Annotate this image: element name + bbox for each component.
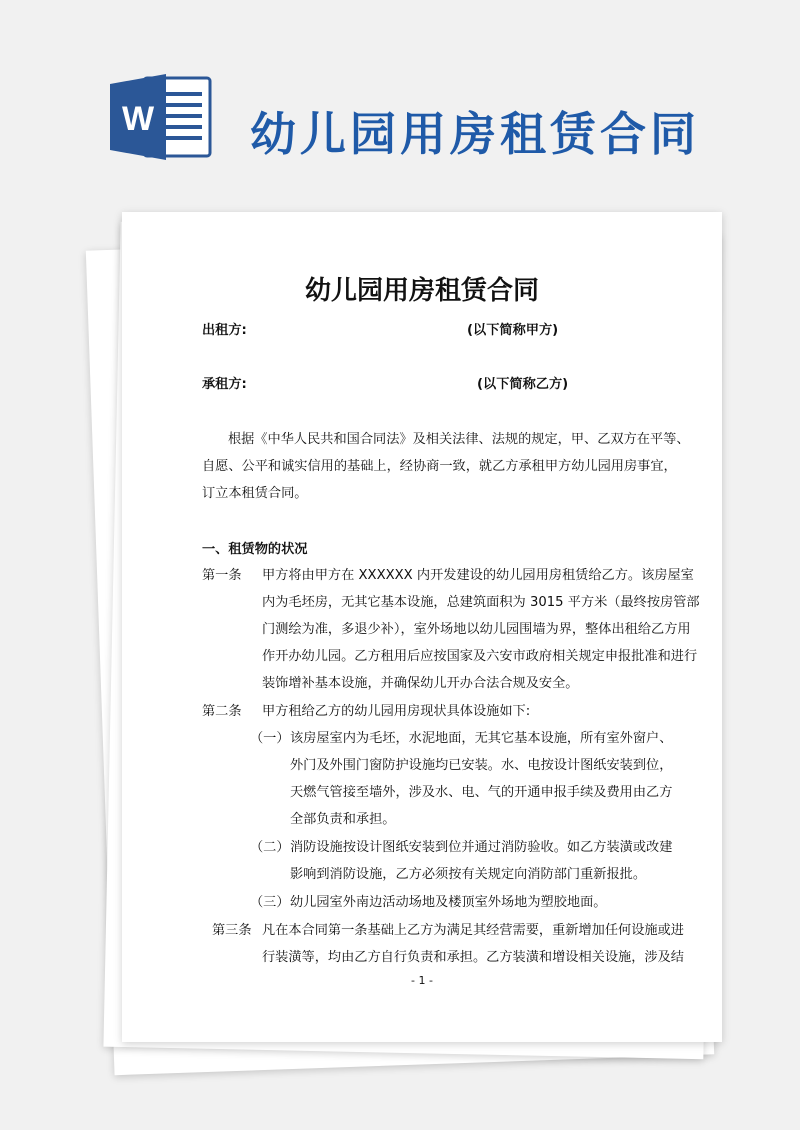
article-line: 甲方租给乙方的幼儿园用房现状具体设施如下: — [262, 704, 531, 719]
intro-line: 根据《中华人民共和国合同法》及相关法律、法规的规定，甲、乙双方在平等、 — [228, 432, 690, 447]
header-banner — [0, 0, 800, 190]
item-line: 影响到消防设施，乙方必须按有关规定向消防部门重新报批。 — [290, 867, 647, 882]
page-number: - 1 - — [411, 974, 433, 987]
lessee-note: (以下简称乙方) — [477, 377, 569, 392]
document-page — [122, 212, 722, 1042]
article-line: 甲方将由甲方在 XXXXXX 内开发建设的幼儿园用房租赁给乙方。该房屋室 — [262, 568, 694, 583]
intro-line: 订立本租赁合同。 — [202, 486, 308, 501]
lessor-note: (以下简称甲方) — [467, 323, 559, 338]
item-line: 全部负责和承担。 — [290, 812, 396, 827]
lessee-label: 承租方: — [202, 377, 247, 392]
article-label: 第三条 — [212, 923, 252, 938]
article-label: 第二条 — [202, 704, 242, 719]
svg-text:W: W — [121, 100, 155, 138]
item-label: （二） — [250, 840, 290, 855]
item-line: 天燃气管接至墙外，涉及水、电、气的开通申报手续及费用由乙方 — [290, 785, 673, 800]
header-title: 幼儿园用房租赁合同 — [250, 107, 700, 161]
article-line: 门测绘为准，多退少补），室外场地以幼儿园围墙为界，整体出租给乙方用 — [262, 622, 691, 637]
item-label: （一） — [250, 731, 290, 746]
word-document-icon — [110, 72, 220, 162]
item-line: 该房屋室内为毛坯，水泥地面，无其它基本设施，所有室外窗户、 — [290, 731, 673, 746]
article-label: 第一条 — [202, 568, 242, 583]
article-line: 行装潢等，均由乙方自行负责和承担。乙方装潢和增设相关设施，涉及结 — [262, 950, 684, 965]
item-label: （三） — [250, 895, 290, 910]
article-line: 装饰增补基本设施，并确保幼儿开办合法合规及安全。 — [262, 676, 579, 691]
item-line: 外门及外围门窗防护设施均已安装。水、电按设计图纸安装到位， — [290, 758, 673, 773]
article-line: 内为毛坯房，无其它基本设施，总建筑面积为 3015 平方米（最终按房管部 — [262, 595, 700, 610]
article-line: 作开办幼儿园。乙方租用后应按国家及六安市政府相关规定申报批准和进行 — [262, 649, 698, 664]
item-line: 消防设施按设计图纸安装到位并通过消防验收。如乙方装潢或改建 — [290, 840, 673, 855]
lessor-label: 出租方: — [202, 323, 247, 338]
section-heading: 一、租赁物的状况 — [202, 542, 308, 557]
intro-line: 自愿、公平和诚实信用的基础上，经协商一致，就乙方承租甲方幼儿园用房事宜， — [202, 459, 677, 474]
item-line: 幼儿园室外南边活动场地及楼顶室外场地为塑胶地面。 — [290, 895, 607, 910]
document-title: 幼儿园用房租赁合同 — [304, 276, 539, 306]
article-line: 凡在本合同第一条基础上乙方为满足其经营需要，重新增加任何设施或进 — [262, 923, 684, 938]
